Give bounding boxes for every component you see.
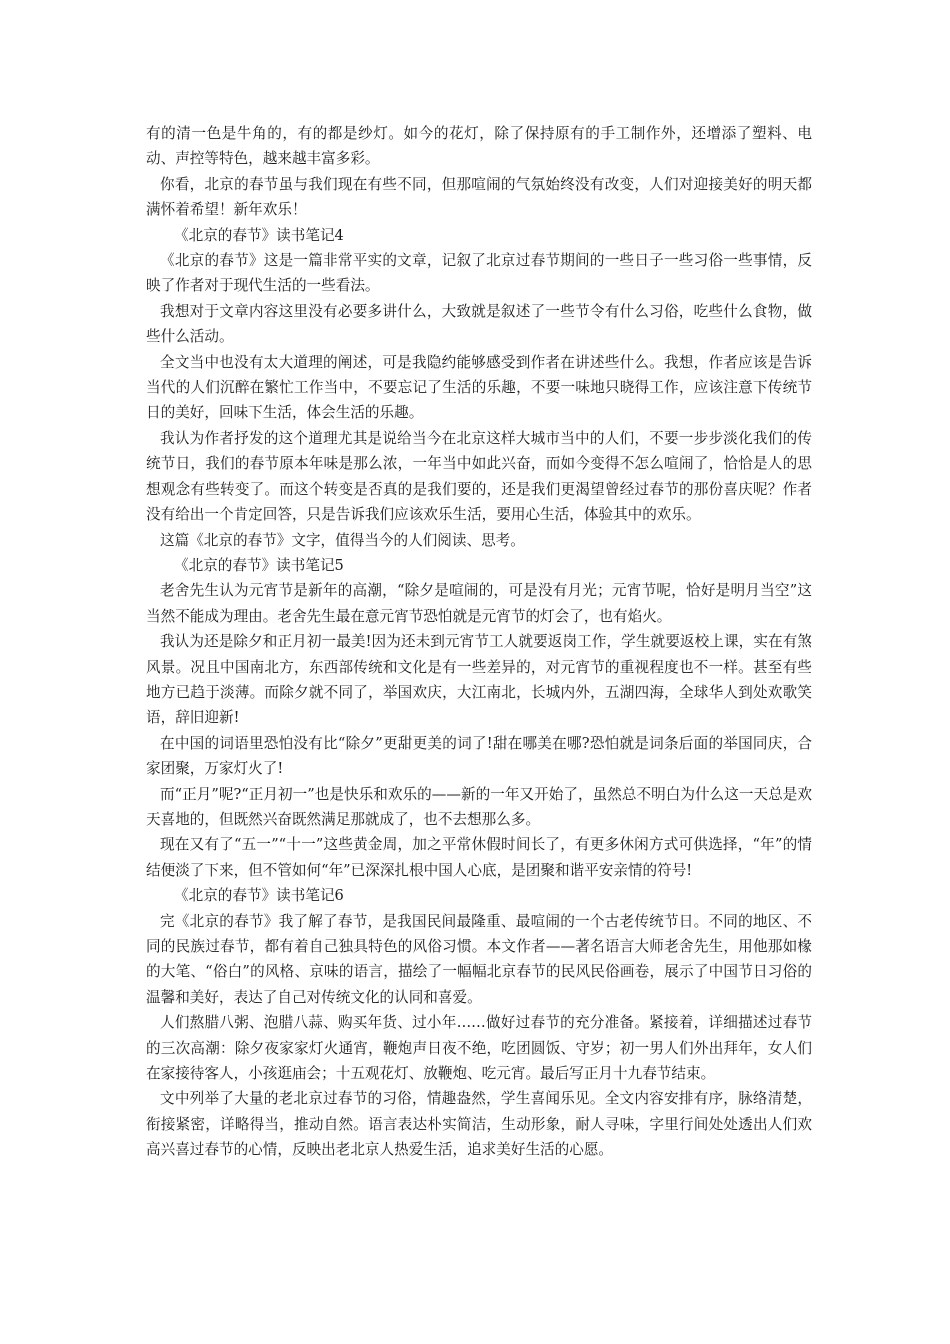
paragraph: 文中列举了大量的老北京过春节的习俗，情趣盎然，学生喜闻乐见。全文内容安排有序，脉络清楚，衔接紧密，详略得当，推动自然。语言表达朴实简洁，生动形象，耐人寻味，字里行间处处透出人们欢高兴喜过春节的心情，反映出老北京人热爱生活，追求美好生活的心愿。 — [146, 1090, 812, 1159]
paragraph: 全文当中也没有太大道理的阐述，可是我隐约能够感受到作者在讲述些什么。我想，作者应该是告诉当代的人们沉醉在繁忙工作当中，不要忘记了生活的乐趣，不要一味地只晓得工作，应该注意下传统节日的美好，回味下生活，体会生活的乐趣。 — [146, 353, 812, 422]
paragraph: 而“正月”呢?“正月初一”也是快乐和欢乐的——新的一年又开始了，虽然总不明白为什么这一天总是欢天喜地的，但既然兴奋既然满足那就成了，也不去想那么多。 — [146, 785, 812, 828]
paragraph: 这篇《北京的春节》文字，值得当今的人们阅读、思考。 — [160, 531, 525, 549]
paragraph-new-year-wish: 你看，北京的春节虽与我们现在有些不同，但那喧闹的气氛始终没有改变，人们对迎接美好的明天都满怀着希望！新年欢乐！ — [146, 175, 812, 219]
paragraph: 现在又有了“五一”“十一”这些黄金周，加之平常休假时间长了，有更多休闲方式可供选择，“年”的情结便淡了下来，但不管如何“年”已深深扎根中国人心底，是团聚和谐平安亲情的符号! — [146, 836, 812, 879]
section-heading-notes-5: 《北京的春节》读书笔记5 — [174, 556, 344, 574]
paragraph: 我认为还是除夕和正月初一最美!因为还未到元宵节工人就要返岗工作，学生就要返校上课，实在有煞风景。况且中国南北方，东西部传统和文化是有一些差异的，对元宵节的重视程度也不一样。甚至有些地方已趋于淡薄。而除夕就不同了，举国欢庆，大江南北，长城内外，五湖四海，全球华人到处欢歌笑语，辞旧迎新! — [146, 633, 812, 727]
section-heading-notes-6: 《北京的春节》读书笔记6 — [174, 887, 344, 905]
paragraph: 《北京的春节》这是一篇非常平实的文章，记叙了北京过春节期间的一些日子一些习俗一些事情，反映了作者对于现代生活的一些看法。 — [146, 252, 812, 295]
paragraph: 我认为作者抒发的这个道理尤其是说给当今在北京这样大城市当中的人们，不要一步步淡化我们的传统节日，我们的春节原本年味是那么浓，一年当中如此兴奋，而如今变得不怎么喧闹了，恰恰是人的思想观念有些转变了。而这个转变是否真的是我们要的，还是我们更渴望曾经过春节的那份喜庆呢？作者没有给出一个肯定回答，只是告诉我们应该欢乐生活，要用心生活，体验其中的欢乐。 — [146, 429, 812, 524]
paragraph: 老舍先生认为元宵节是新年的高潮，“除夕是喧闹的，可是没有月光；元宵节呢，恰好是明月当空”这当然不能成为理由。老舍先生最在意元宵节恐怕就是元宵节的灯会了，也有焰火。 — [146, 582, 812, 625]
paragraph: 在中国的词语里恐怕没有比“除夕”更甜更美的词了!甜在哪美在哪?恐怕就是词条后面的举国同庆，合家团聚，万家灯火了! — [146, 734, 812, 778]
paragraph: 完《北京的春节》我了解了春节，是我国民间最隆重、最喧闹的一个古老传统节日。不同的地区、不同的民族过春节，都有着自己独具特色的风俗习惯。本文作者——著名语言大师老舍先生，用他那如椽的大笔、“俗白”的风格、京味的语言，描绘了一幅幅北京春节的民风民俗画卷，展示了中国节日习俗的温馨和美好，表达了自己对传统文化的认同和喜爱。 — [146, 912, 812, 1006]
section-heading-notes-4: 《北京的春节》读书笔记4 — [174, 226, 344, 244]
paragraph: 人们熬腊八粥、泡腊八蒜、购买年货、过小年……做好过春节的充分准备。紧接着，详细描述过春节的三次高潮：除夕夜家家灯火通宵，鞭炮声日夜不绝，吃团圆饭、守岁；初一男人们外出拜年，女人们在家接待客人，小孩逛庙会；十五观花灯、放鞭炮、吃元宵。最后写正月十九春节结束。 — [146, 1014, 812, 1083]
paragraph-lantern-continuation: 有的清一色是牛角的，有的都是纱灯。如今的花灯，除了保持原有的手工制作外，还增添了塑料、电动、声控等特色，越来越丰富多彩。 — [146, 125, 812, 168]
paragraph: 我想对于文章内容这里没有必要多讲什么，大致就是叙述了一些节令有什么习俗，吃些什么食物，做些什么活动。 — [146, 302, 812, 346]
document-body — [146, 121, 812, 1163]
